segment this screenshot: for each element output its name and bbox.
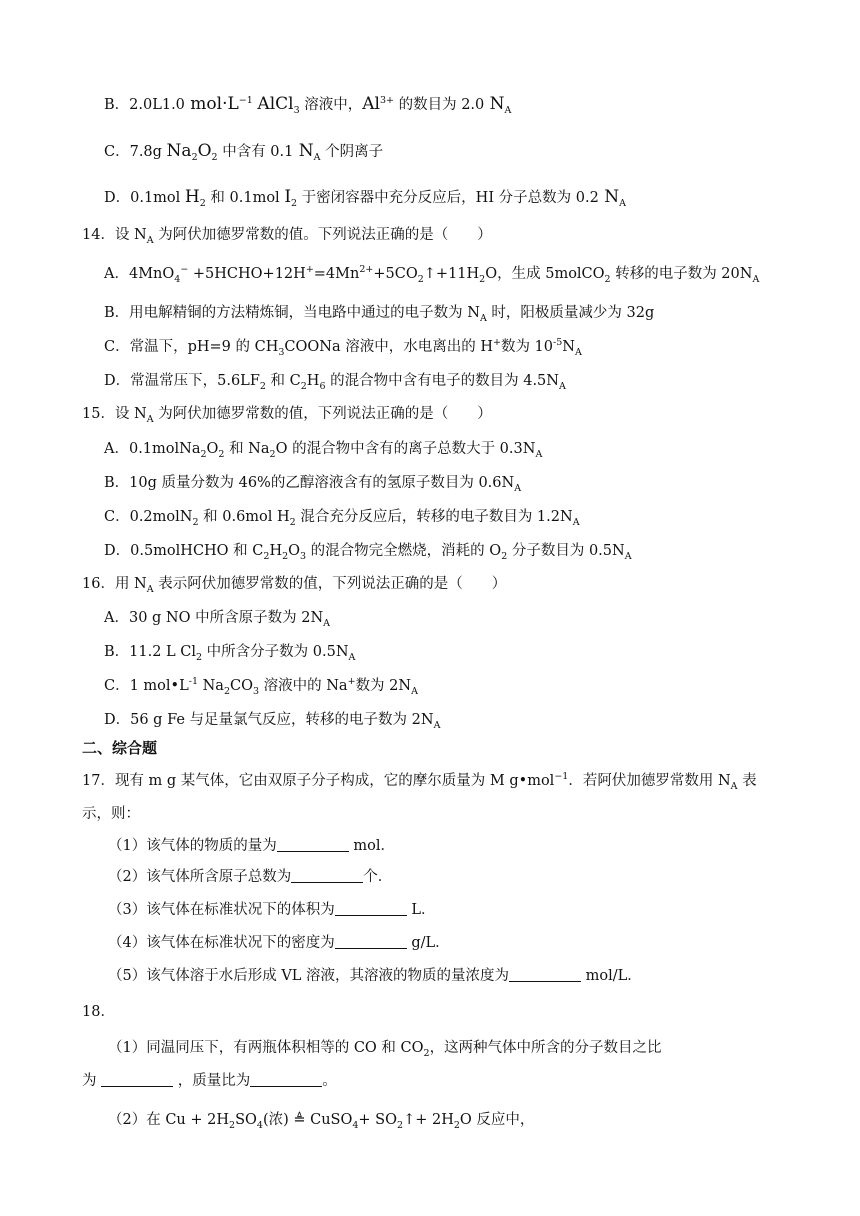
q15-option-a: A．$0.1molNa_2O_2$ 和 $Na_2O$ 的混合物中含有的离子总数大于 $0.3N_A$ xyxy=(104,441,543,460)
q17-part-2: （2）该气体所含原子总数为 个． xyxy=(108,869,393,885)
q15-option-b: B．10g 质量分数为 46%的乙醇溶液含有的氢原子数目为 $0.6N_A$ xyxy=(104,475,522,494)
q18-part-1-cont: 为 ，质量比为 。 xyxy=(82,1073,337,1089)
q18-part-2: （2）在 $Cu + 2H_2SO_4$(浓) ≜ CuSO$_4$+ $SO_2↑+ 2H_2O$ 反应中， xyxy=(108,1112,535,1131)
q15-option-d: D．0.5molHCHO 和 $C_2H_2O_3$ 的混合物完全燃烧，消耗的 $O_2$ 分子数目为 $0.5N_A$ xyxy=(104,543,632,562)
q17-part-3: （3）该气体在标准状况下的体积为 L． xyxy=(108,902,436,918)
q15-option-c: C．0.2molN$_2$ 和 0.6mol $H_2$ 混合充分反应后，转移的电子数目为 $1.2N_A$ xyxy=(104,509,580,528)
q16-option-c: C．1 $mol•L^{-1}$ $Na_2CO_3$ 溶液中的 Na+数为 $2N_A$ xyxy=(104,676,418,697)
question-16: 16．用 $N_A$ 表示阿伏加德罗常数的值，下列说法正确的是（ ） xyxy=(82,576,507,595)
question-17-cont: 示，则： xyxy=(82,806,140,822)
question-14: 14．设 $N_A$ 为阿伏加德罗常数的值。下列说法正确的是（ ） xyxy=(82,227,492,246)
answer-blank[interactable] xyxy=(335,901,407,916)
q13-option-c: C．7.8g $Na_2O_2$ 中含有 0.1 $N_A$ 个阴离子 xyxy=(104,141,384,163)
answer-blank[interactable] xyxy=(291,868,363,883)
answer-blank[interactable] xyxy=(509,967,581,982)
q14-option-b: B．用电解精铜的方法精炼铜，当电路中通过的电子数为 $N_A$ 时，阳极质量减少为 32g xyxy=(104,305,655,324)
answer-blank[interactable] xyxy=(101,1072,173,1087)
question-17: 17．现有 m g 某气体，它由双原子分子构成，它的摩尔质量为 M g•mol$^{-1}$．若阿伏加德罗常数用 $N_A$ 表 xyxy=(82,771,757,792)
answer-blank[interactable] xyxy=(250,1072,322,1087)
q14-option-c: C．常温下，pH=9 的 $CH_3COONa$ 溶液中，水电离出的 H+数为 $10^{-5}N_A$ xyxy=(104,337,582,358)
q14-option-d: D．常温常压下，$5.6LF_2$ 和 $C_2H_6$ 的混合物中含有电子的数目为 $4.5N_A$ xyxy=(104,373,566,392)
answer-blank[interactable] xyxy=(277,837,349,852)
answer-blank[interactable] xyxy=(335,934,407,949)
q16-option-a: A．30 g NO 中所含原子数为 $2N_A$ xyxy=(104,610,331,629)
q18-part-1: （1）同温同压下，有两瓶体积相等的 CO 和 $CO_2$，这两种气体中所含的分子数目之比 xyxy=(108,1040,662,1059)
q16-option-b: B．11.2 L $Cl_2$ 中所含分子数为 $0.5N_A$ xyxy=(104,644,356,663)
q14-option-a: A．$4MnO_4^- +5HCHO+12H^+=4Mn^{2+}+5CO_2↑+11H_2O$，生成 5molCO$_2$ 转移的电子数为 $20N_A$ xyxy=(104,264,760,285)
q16-option-d: D．56 g Fe 与足量氯气反应，转移的电子数为 $2N_A$ xyxy=(104,712,441,731)
q17-part-4: （4）该气体在标准状况下的密度为 g/L． xyxy=(108,935,450,951)
q13-option-b: B．2.0L1.0 $mol\cdot L^{-1}$ AlCl$_3$ 溶液中，$Al^{3+}$ 的数目为 2.0 $N_A$ xyxy=(104,94,512,116)
question-18: 18． xyxy=(82,1004,115,1020)
q13-option-d: D．0.1mol $H_2$ 和 0.1mol $I_2$ 于密闭容器中充分反应后，HI 分子总数为 0.2 $N_A$ xyxy=(104,187,626,209)
q17-part-1: （1）该气体的物质的量为 mol． xyxy=(108,838,395,854)
section-heading: 二、综合题 xyxy=(82,739,158,757)
q17-part-5: （5）该气体溶于水后形成 VL 溶液，其溶液的物质的量浓度为 mol/L． xyxy=(108,968,642,984)
question-15: 15．设 $N_A$ 为阿伏加德罗常数的值，下列说法正确的是（ ） xyxy=(82,406,492,425)
